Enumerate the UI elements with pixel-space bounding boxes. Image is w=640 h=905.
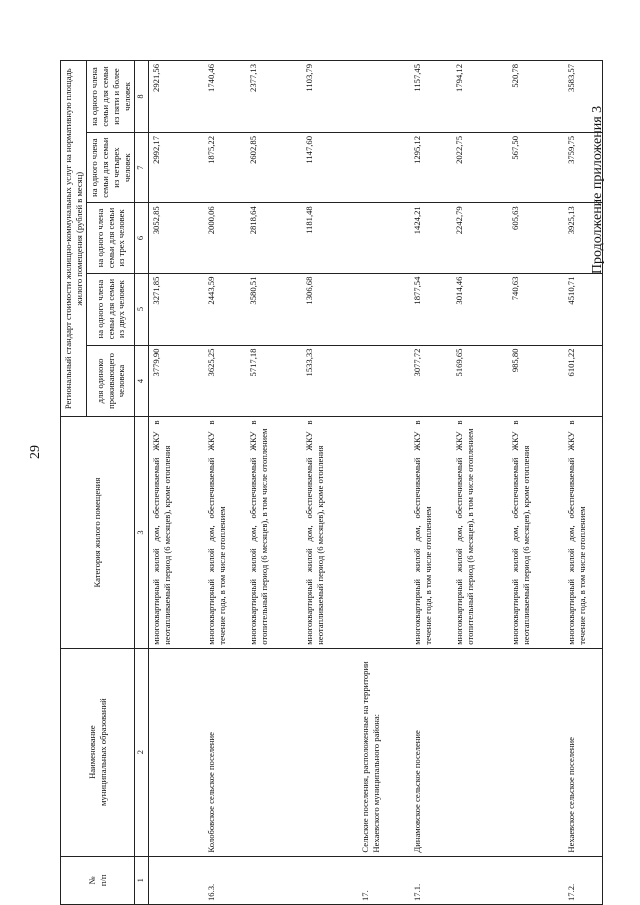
value-five: 1157,45 <box>410 61 452 133</box>
municipality-name <box>246 648 302 856</box>
column-number: 7 <box>135 132 149 202</box>
table-row <box>204 61 246 905</box>
value-two: 4510,71 <box>564 273 602 345</box>
value-two: 1306,68 <box>302 273 358 345</box>
value-five: 520,78 <box>508 61 564 133</box>
housing-category: многоквартирный жилой дом, обеспечиваемый ЖКУ в течение года, в том числе отоплением <box>410 417 452 648</box>
column-number: 1 <box>135 856 149 904</box>
value-single: 3779,90 <box>148 345 204 417</box>
municipality-name <box>452 648 508 856</box>
value-two <box>358 273 410 345</box>
table-row <box>410 61 452 905</box>
housing-category: многоквартирный жилой дом, обеспечиваемый ЖКУ в неотапливаемый период (6 месяцев), кроме отопления <box>508 417 564 648</box>
value-two: 740,63 <box>508 273 564 345</box>
value-five: 2377,13 <box>246 61 302 133</box>
value-single: 3077,72 <box>410 345 452 417</box>
value-two: 3014,46 <box>452 273 508 345</box>
value-three: 1181,48 <box>302 203 358 273</box>
value-four: 2992,17 <box>148 132 204 202</box>
column-number: 4 <box>135 345 149 417</box>
header-municipality: Наименование муниципальных образований <box>61 648 135 856</box>
row-number <box>508 856 564 904</box>
value-two: 3580,51 <box>246 273 302 345</box>
value-four: 2602,85 <box>246 132 302 202</box>
value-three: 2000,06 <box>204 203 246 273</box>
row-number <box>302 856 358 904</box>
municipality-name: Динамовское сельское поселение <box>410 648 452 856</box>
column-number: 5 <box>135 273 149 345</box>
table-row <box>452 61 508 905</box>
table-row <box>564 61 602 905</box>
value-two: 3271,85 <box>148 273 204 345</box>
column-number: 2 <box>135 648 149 856</box>
housing-category: многоквартирный жилой дом, обеспечиваемый ЖКУ в отопительный период (6 месяцев), в том числе отоплением <box>246 417 302 648</box>
column-number: 8 <box>135 61 149 133</box>
header-group-title: Региональный стандарт стоимости жилищно-коммунальных услуг на нормативную площадь жилого помещения (рублей в месяц) <box>61 61 87 417</box>
value-single: 6101,22 <box>564 345 602 417</box>
value-three: 1424,21 <box>410 203 452 273</box>
value-single: 985,80 <box>508 345 564 417</box>
value-single <box>358 345 410 417</box>
municipality-name <box>302 648 358 856</box>
housing-category: многоквартирный жилой дом, обеспечиваемый ЖКУ в неотапливаемый период (6 месяцев), кроме отопления <box>302 417 358 648</box>
header-num: № п/п <box>61 856 135 904</box>
column-number: 6 <box>135 203 149 273</box>
header-sub-single: для одиноко проживающего человека <box>87 345 135 417</box>
value-four: 567,50 <box>508 132 564 202</box>
header-sub-four: на одного члена семьи для семьи из четырех человек <box>87 132 135 202</box>
row-number: 17. <box>358 856 410 904</box>
header-sub-five: на одного члена семьи для семьи из пяти и более человек <box>87 61 135 133</box>
value-five <box>358 61 410 133</box>
housing-category: многоквартирный жилой дом, обеспечиваемый ЖКУ в течение года, в том числе отоплением <box>564 417 602 648</box>
value-three <box>358 203 410 273</box>
table-row <box>246 61 302 905</box>
row-number <box>246 856 302 904</box>
table-row <box>302 61 358 905</box>
value-four: 1875,22 <box>204 132 246 202</box>
municipality-name <box>508 648 564 856</box>
value-single: 3625,25 <box>204 345 246 417</box>
value-five: 3583,57 <box>564 61 602 133</box>
row-number: 16.3. <box>204 856 246 904</box>
appendix-continuation-note: Продолжение приложения 3 <box>590 105 605 275</box>
municipality-name: Колобовское сельское поселение <box>204 648 246 856</box>
table-row <box>148 61 204 905</box>
housing-category: многоквартирный жилой дом, обеспечиваемый ЖКУ в течение года, в том числе отоплением <box>204 417 246 648</box>
value-four: 3759,75 <box>564 132 602 202</box>
row-number: 17.1. <box>410 856 452 904</box>
municipality-name: Сельские поселения, расположенные на территории Нехаевского муниципального района: <box>358 648 410 856</box>
row-number <box>148 856 204 904</box>
municipality-name: Нехаевское сельское поселение <box>564 648 602 856</box>
value-three: 3052,85 <box>148 203 204 273</box>
value-five: 1103,79 <box>302 61 358 133</box>
rotated-table-container <box>60 60 588 905</box>
column-number: 3 <box>135 417 149 648</box>
table-row <box>358 61 410 905</box>
value-four: 1147,60 <box>302 132 358 202</box>
value-three: 2242,79 <box>452 203 508 273</box>
value-five: 2921,56 <box>148 61 204 133</box>
value-single: 5717,18 <box>246 345 302 417</box>
header-category: Категория жилого помещения <box>61 417 135 648</box>
housing-cost-standard-table <box>60 60 603 905</box>
value-four <box>358 132 410 202</box>
housing-category <box>358 417 410 648</box>
value-single: 5169,65 <box>452 345 508 417</box>
table-row <box>508 61 564 905</box>
page-number: 29 <box>28 445 43 459</box>
housing-category: многоквартирный жилой дом, обеспечиваемый ЖКУ в отопительный период (6 месяцев), в том числе отоплением <box>452 417 508 648</box>
value-three: 605,63 <box>508 203 564 273</box>
municipality-name <box>148 648 204 856</box>
value-three: 2818,64 <box>246 203 302 273</box>
row-number: 17.2. <box>564 856 602 904</box>
value-two: 1877,54 <box>410 273 452 345</box>
housing-category: многоквартирный жилой дом, обеспечиваемый ЖКУ в неотапливаемый период (6 месяцев), кроме отопления <box>148 417 204 648</box>
value-four: 1295,12 <box>410 132 452 202</box>
header-sub-two: на одного члена семьи для семьи из двух человек <box>87 273 135 345</box>
value-five: 1740,46 <box>204 61 246 133</box>
value-single: 1533,33 <box>302 345 358 417</box>
row-number <box>452 856 508 904</box>
value-two: 2443,59 <box>204 273 246 345</box>
value-three: 3925,13 <box>564 203 602 273</box>
header-sub-three: на одного члена семьи для семьи из трех человек <box>87 203 135 273</box>
value-five: 1794,12 <box>452 61 508 133</box>
value-four: 2022,75 <box>452 132 508 202</box>
